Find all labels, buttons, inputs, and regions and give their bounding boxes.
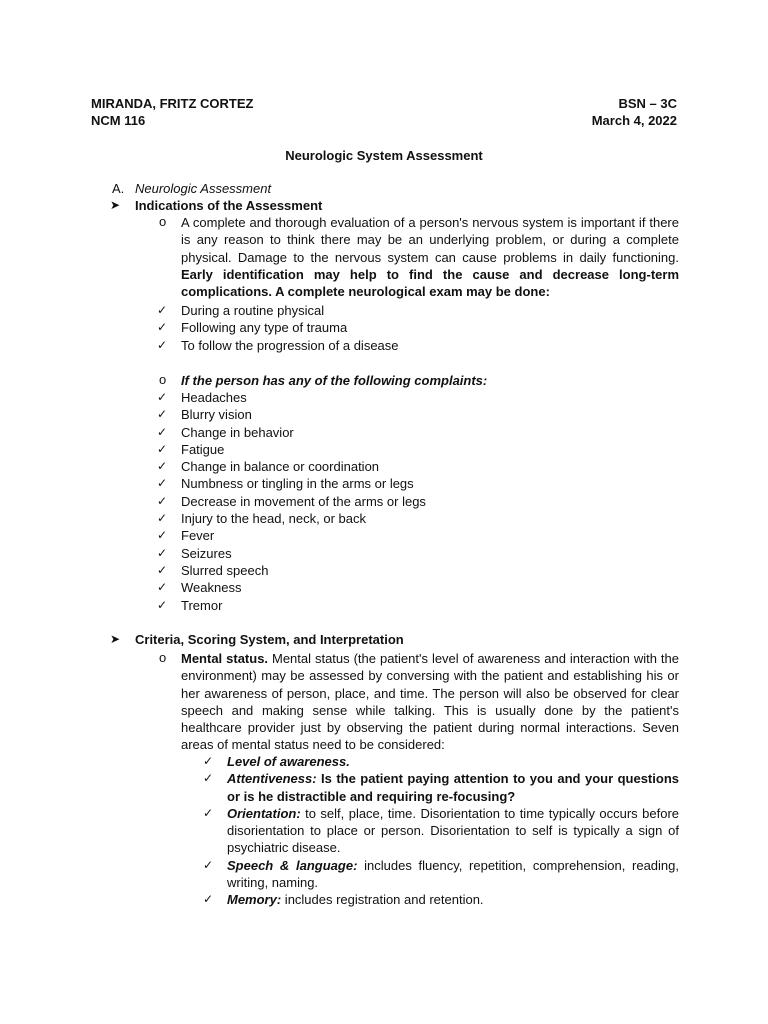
list-item: ✓ Blurry vision xyxy=(157,407,252,423)
circle-bullet-icon: o xyxy=(159,650,167,665)
check-icon: ✓ xyxy=(203,892,214,907)
check-icon: ✓ xyxy=(157,545,168,560)
check-icon: ✓ xyxy=(157,407,168,422)
list-item: ✓ Weakness xyxy=(157,580,242,596)
check-icon: ✓ xyxy=(157,441,168,456)
list-item: ✓ Fatigue xyxy=(157,441,225,457)
list-item: ✓ Headaches xyxy=(157,390,247,405)
student-name: MIRANDA, FRITZ CORTEZ xyxy=(91,96,254,111)
list-item: ✓ Following any type of trauma xyxy=(157,320,348,336)
check-icon: ✓ xyxy=(203,754,214,768)
document-date: March 4, 2022 xyxy=(591,113,677,128)
indications-bold-text: Early identification may help to find the cause and decrease long-term complications. A complete neurological exam may be done: xyxy=(181,266,679,300)
check-icon: ✓ xyxy=(157,390,168,404)
list-item: ✓ Level of awareness. xyxy=(203,754,350,769)
check-icon: ✓ xyxy=(157,597,168,612)
criteria-heading: Criteria, Scoring System, and Interpretation xyxy=(135,632,404,647)
list-item: ✓ Slurred speech xyxy=(157,562,269,578)
check-icon: ✓ xyxy=(157,476,168,491)
indications-heading: Indications of the Assessment xyxy=(135,198,323,213)
student-section: BSN – 3C xyxy=(618,96,677,111)
mental-status-text: Mental status (the patient's level of awareness and interaction with the environment) may be assessed by conversing with the patient and establishing his or her awareness of person, place, and time. The person will also be observed for clear speech and making sense while talking. This is usually done by the patient's healthcare provider just by observing the patient during normal interactions. Seven areas of mental status need to be considered: xyxy=(181,651,679,753)
list-item: ✓ Fever xyxy=(157,528,215,544)
arrow-bullet-icon: ➤ xyxy=(110,198,121,212)
document-title: Neurologic System Assessment xyxy=(285,148,483,163)
list-item: ✓ During a routine physical xyxy=(157,303,325,318)
complaints-heading: If the person has any of the following complaints: xyxy=(181,373,488,388)
check-icon: ✓ xyxy=(157,493,168,508)
when-list xyxy=(157,302,399,354)
list-item: ✓ Change in behavior xyxy=(157,424,294,440)
check-icon: ✓ xyxy=(157,580,168,595)
circle-bullet-icon: o xyxy=(159,214,167,229)
list-item: ✓ Change in balance or coordination xyxy=(157,459,380,475)
list-item: ✓ Attentiveness: Is the patient paying attention to you and your questions or is he distractible and requiring re-focusing? xyxy=(203,771,679,804)
header-row-2 xyxy=(91,112,677,129)
check-icon: ✓ xyxy=(203,805,214,820)
check-icon: ✓ xyxy=(157,337,168,352)
mental-status-term: Mental status. xyxy=(181,651,269,666)
list-item: ✓ Decrease in movement of the arms or legs xyxy=(157,493,426,509)
list-item: ✓ Numbness or tingling in the arms or legs xyxy=(157,476,414,492)
arrow-bullet-icon: ➤ xyxy=(110,632,121,646)
complaints-list xyxy=(157,389,426,614)
list-item: ✓ To follow the progression of a disease xyxy=(157,337,399,353)
indications-text: A complete and thorough evaluation of a person's nervous system is important if there is any reason to think there may be an underlying problem, or during a complete physical. Damage to the nervous system can cause problems in daily functioning. xyxy=(181,215,679,265)
list-item: ✓ Orientation: to self, place, time. Disorientation to time typically occurs before disorientation to place or person. Disorientation to self is typically a sign of psychiatric disease. xyxy=(203,805,679,856)
check-icon: ✓ xyxy=(203,857,214,872)
indications-paragraph xyxy=(181,214,679,300)
check-icon: ✓ xyxy=(157,424,168,439)
check-icon: ✓ xyxy=(157,562,168,577)
list-item: ✓ Speech & language: includes fluency, repetition, comprehension, reading, writing, naming. xyxy=(203,857,679,891)
check-icon: ✓ xyxy=(157,511,168,526)
mental-status-areas xyxy=(203,753,679,909)
check-icon: ✓ xyxy=(157,303,168,317)
check-icon: ✓ xyxy=(157,528,168,543)
header-row-1 xyxy=(91,95,677,112)
list-item: ✓ Tremor xyxy=(157,597,223,613)
course-code: NCM 116 xyxy=(91,113,146,128)
list-item: ✓ Injury to the head, neck, or back xyxy=(157,511,366,527)
section-a-letter: A. xyxy=(112,181,125,196)
check-icon: ✓ xyxy=(157,459,168,474)
mental-status-paragraph xyxy=(181,650,679,754)
circle-bullet-icon: o xyxy=(159,372,167,387)
section-a-title: Neurologic Assessment xyxy=(135,181,272,196)
check-icon: ✓ xyxy=(203,771,214,786)
list-item: ✓ Memory: includes registration and retention. xyxy=(203,892,484,908)
check-icon: ✓ xyxy=(157,320,168,335)
list-item: ✓ Seizures xyxy=(157,545,232,561)
